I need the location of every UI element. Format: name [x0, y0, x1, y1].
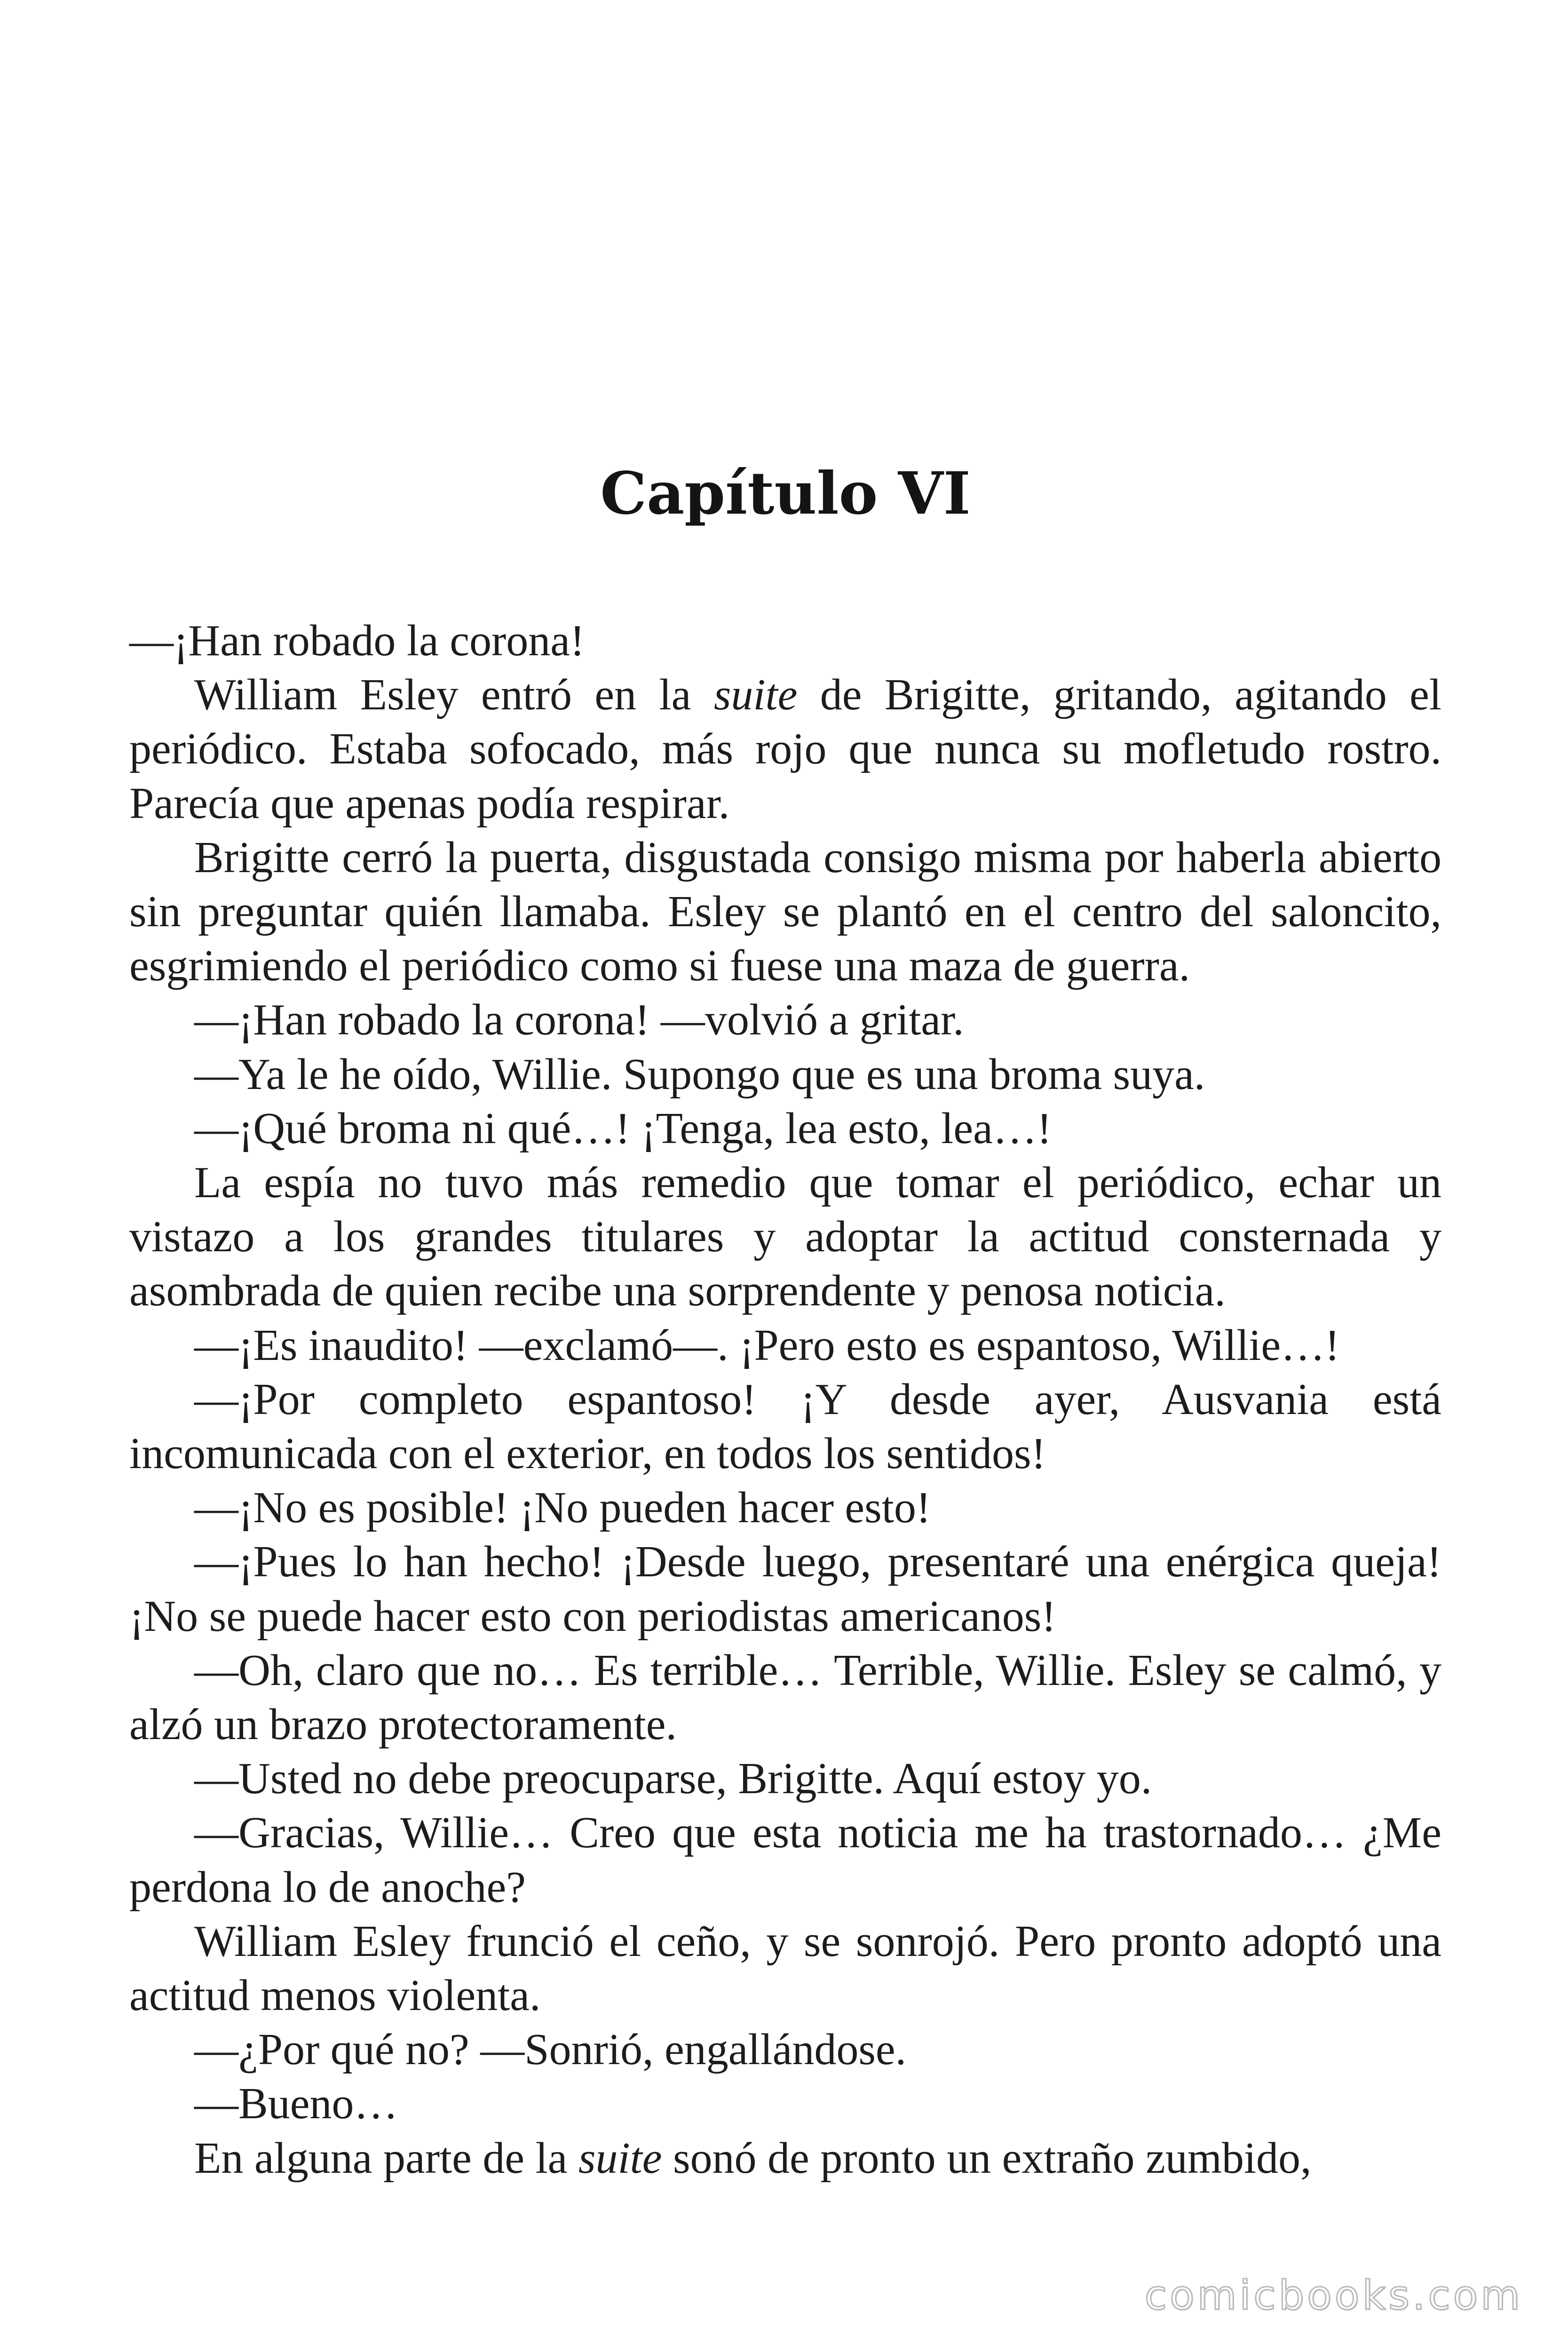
paragraph-text: La espía no tuvo más remedio que tomar el periódico, echar un vistazo a los grandes titulares y adoptar la actitud consternada y asombrada de quien recibe una sorprendente y penosa noticia. — [129, 1158, 1441, 1316]
body-paragraph — [129, 2077, 1441, 2131]
body-paragraph — [129, 1806, 1441, 1914]
body-paragraph — [129, 1102, 1441, 1156]
body-paragraph — [129, 2023, 1441, 2077]
watermark: comicbooks.com — [1144, 2272, 1523, 2319]
paragraph-text: —¡Han robado la corona! —volvió a gritar. — [194, 995, 964, 1045]
body-paragraph — [129, 2131, 1441, 2185]
chapter-title: Capítulo VI — [600, 460, 971, 528]
body-paragraph — [129, 1644, 1441, 1752]
paragraph-text: —¡No es posible! ¡No pueden hacer esto! — [194, 1483, 931, 1533]
body-paragraph — [129, 1319, 1441, 1373]
body-paragraph — [129, 614, 1441, 668]
body-paragraph — [129, 993, 1441, 1047]
body-paragraph — [129, 1481, 1441, 1535]
paragraph-text: —¡Por completo espantoso! ¡Y desde ayer, Ausvania está incomunicada con el exterior, en todos los sentidos! — [129, 1375, 1441, 1478]
paragraph-text: William Esley entró en la — [194, 670, 714, 720]
body-paragraph — [129, 1915, 1441, 2023]
paragraph-text: de Brigitte, gritando, agitando el periódico. Estaba sofocado, más rojo que nunca su mofletudo rostro. Parecía que apenas podía respirar. — [129, 670, 1441, 828]
paragraph-text: —Gracias, Willie… Creo que esta noticia me ha trastornado… ¿Me perdona lo de anoche? — [129, 1808, 1441, 1912]
body-paragraph — [129, 831, 1441, 993]
paragraph-text: —¡Qué broma ni qué…! ¡Tenga, lea esto, lea…! — [194, 1104, 1052, 1153]
italic-text: suite — [713, 670, 798, 720]
paragraph-text: —¡Pues lo han hecho! ¡Desde luego, presentaré una enérgica queja! ¡No se puede hacer esto con periodistas americanos! — [129, 1537, 1441, 1641]
body-paragraph — [129, 1752, 1441, 1806]
paragraph-text: —¡Es inaudito! —exclamó—. ¡Pero esto es espantoso, Willie…! — [194, 1320, 1340, 1370]
chapter-body — [129, 614, 1441, 2185]
paragraph-text: —Oh, claro que no… Es terrible… Terrible, Willie. Esley se calmó, y alzó un brazo protectoramente. — [129, 1645, 1441, 1749]
paragraph-text: En alguna parte de la — [194, 2133, 578, 2183]
body-paragraph — [129, 1156, 1441, 1319]
body-paragraph — [129, 1373, 1441, 1481]
body-paragraph — [129, 668, 1441, 831]
paragraph-text: —Bueno… — [194, 2079, 398, 2129]
italic-text: suite — [578, 2133, 662, 2183]
book-page — [129, 0, 1441, 2352]
body-paragraph — [129, 1048, 1441, 1102]
paragraph-text: Brigitte cerró la puerta, disgustada consigo misma por haberla abierto sin preguntar quién llamaba. Esley se plantó en el centro del saloncito, esgrimiendo el periódico como si fuese una maza de guerra. — [129, 833, 1441, 991]
paragraph-text: sonó de pronto un extraño zumbido, — [662, 2133, 1312, 2183]
body-paragraph — [129, 1535, 1441, 1643]
paragraph-text: —¡Han robado la corona! — [129, 616, 585, 665]
paragraph-text: —¿Por qué no? —Sonrió, engallándose. — [194, 2025, 907, 2074]
paragraph-text: —Ya le he oído, Willie. Supongo que es una broma suya. — [194, 1049, 1205, 1099]
paragraph-text: —Usted no debe preocuparse, Brigitte. Aquí estoy yo. — [194, 1754, 1152, 1804]
paragraph-text: William Esley frunció el ceño, y se sonrojó. Pero pronto adoptó una actitud menos violenta. — [129, 1916, 1441, 2020]
